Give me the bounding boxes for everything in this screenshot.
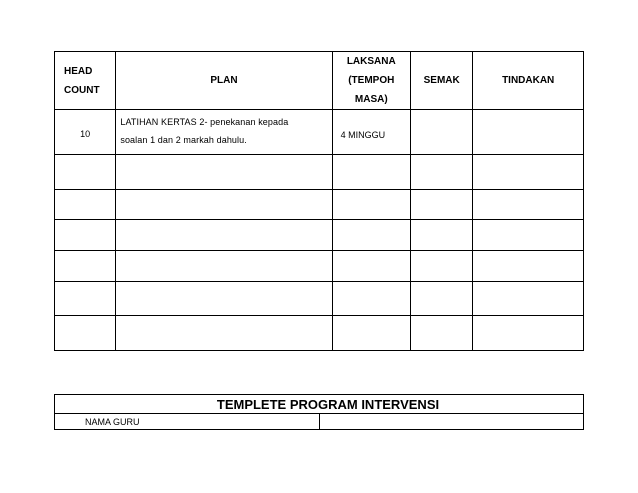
header-laksana-line2: (TEMPOH [348,75,395,86]
nama-guru-row [55,414,584,430]
cell-plan-empty[interactable] [116,155,332,190]
program-template-table [54,394,584,430]
intervention-plan-table [54,51,584,351]
table-header-row [55,52,584,110]
cell-semak-empty[interactable] [411,190,473,220]
cell-laksana[interactable]: 4 MINGGU [332,110,410,155]
table-row-empty [55,316,584,351]
cell-laksana-empty[interactable] [332,190,410,220]
cell-head-count-empty[interactable] [55,190,116,220]
cell-head-count[interactable]: 10 [55,110,116,155]
table-row-empty [55,251,584,282]
table-row-empty [55,155,584,190]
program-title: TEMPLETE PROGRAM INTERVENSI [55,395,584,414]
cell-head-count-empty[interactable] [55,220,116,251]
cell-tindakan-empty[interactable] [473,316,584,351]
nama-guru-field[interactable] [319,414,584,430]
cell-plan-line2: soalan 1 dan 2 markah dahulu. [120,135,247,145]
header-plan: PLAN [116,52,332,110]
cell-tindakan-empty[interactable] [473,282,584,316]
header-head-count-line1: HEAD [64,65,93,77]
cell-laksana-empty[interactable] [332,220,410,251]
cell-laksana-empty[interactable] [332,155,410,190]
cell-plan-line1: LATIHAN KERTAS 2- penekanan kepada [120,117,289,127]
header-tindakan: TINDAKAN [473,52,584,110]
cell-semak-empty[interactable] [411,220,473,251]
cell-semak-empty[interactable] [411,316,473,351]
table-row-empty [55,282,584,316]
cell-semak-empty[interactable] [411,251,473,282]
cell-head-count-empty[interactable] [55,251,116,282]
cell-plan-empty[interactable] [116,282,332,316]
cell-semak-empty[interactable] [411,282,473,316]
cell-plan-empty[interactable] [116,190,332,220]
cell-head-count-empty[interactable] [55,316,116,351]
cell-tindakan-empty[interactable] [473,251,584,282]
table-row-empty [55,220,584,251]
nama-guru-label: NAMA GURU [55,414,320,430]
cell-head-count-empty[interactable] [55,155,116,190]
cell-tindakan-empty[interactable] [473,220,584,251]
cell-head-count-empty[interactable] [55,282,116,316]
cell-plan-empty[interactable] [116,251,332,282]
header-laksana-line1: LAKSANA [346,56,396,67]
header-laksana-line3: MASA) [354,94,388,105]
table-row [55,110,584,155]
header-semak: SEMAK [411,52,473,110]
cell-tindakan-empty[interactable] [473,190,584,220]
cell-tindakan[interactable] [473,110,584,155]
cell-semak[interactable] [411,110,473,155]
cell-tindakan-empty[interactable] [473,155,584,190]
program-title-row [55,395,584,414]
cell-laksana-empty[interactable] [332,316,410,351]
header-laksana [332,52,410,110]
cell-semak-empty[interactable] [411,155,473,190]
cell-plan[interactable] [116,110,332,155]
table-row-empty [55,190,584,220]
cell-plan-empty[interactable] [116,220,332,251]
cell-laksana-empty[interactable] [332,251,410,282]
header-head-count-line2: COUNT [64,84,100,96]
cell-plan-empty[interactable] [116,316,332,351]
header-head-count [55,52,116,110]
cell-laksana-empty[interactable] [332,282,410,316]
